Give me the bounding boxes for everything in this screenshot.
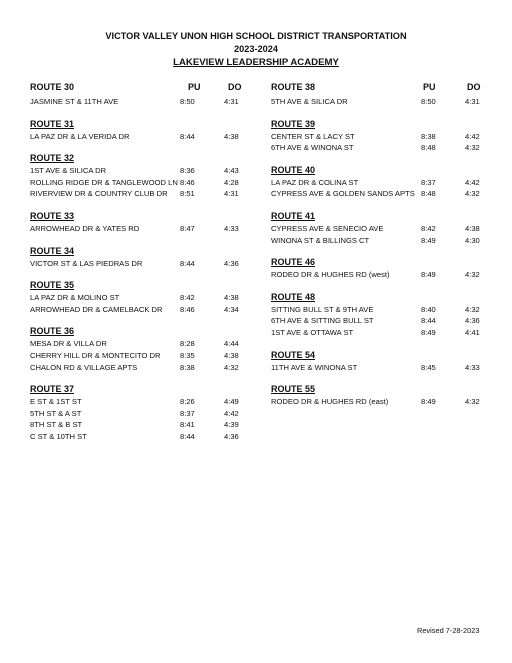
stop-location: WINONA ST & BILLINGS CT xyxy=(271,235,370,245)
pickup-time: 8:49 xyxy=(421,235,436,245)
route-header-row xyxy=(271,82,486,96)
stop-row xyxy=(30,419,258,431)
route-block xyxy=(271,291,486,339)
dropoff-time: 4:42 xyxy=(465,177,480,187)
stop-location: CENTER ST & LACY ST xyxy=(271,131,355,141)
stop-location: RODEO DR & HUGHES RD (east) xyxy=(271,397,389,407)
dropoff-time: 4:39 xyxy=(224,420,239,430)
route-block xyxy=(271,82,486,108)
stop-location: RIVERVIEW DR & COUNTRY CLUB DR xyxy=(30,189,168,199)
dropoff-time: 4:34 xyxy=(224,304,239,314)
dropoff-time: 4:30 xyxy=(465,235,480,245)
pickup-time: 8:50 xyxy=(180,97,195,106)
stop-location: ARROWHEAD DR & CAMELBACK DR xyxy=(30,304,163,314)
route-title: ROUTE 48 xyxy=(271,291,316,302)
route-block xyxy=(271,210,486,246)
pickup-time: 8:42 xyxy=(421,223,436,233)
dropoff-time: 4:31 xyxy=(224,97,239,106)
stop-location: RODEO DR & HUGHES RD (west) xyxy=(271,270,390,280)
pickup-time: 8:49 xyxy=(421,327,436,337)
pickup-time: 8:44 xyxy=(180,258,195,268)
pickup-time: 8:36 xyxy=(180,166,195,176)
left-column xyxy=(30,82,258,443)
route-block xyxy=(30,152,258,200)
pickup-time: 8:40 xyxy=(421,304,436,314)
pickup-time: 8:44 xyxy=(180,431,195,441)
stop-row xyxy=(271,396,486,408)
stop-location: JASMINE ST & 11TH AVE xyxy=(30,97,119,106)
dropoff-time: 4:38 xyxy=(224,350,239,360)
stop-location: C ST & 10TH ST xyxy=(30,431,87,441)
route-block xyxy=(271,256,486,281)
stop-row xyxy=(271,304,486,316)
route-block xyxy=(30,383,258,442)
pickup-time: 8:42 xyxy=(180,293,195,303)
dropoff-time: 4:41 xyxy=(465,327,480,337)
pickup-time: 8:37 xyxy=(421,177,436,187)
stop-row xyxy=(30,431,258,443)
route-block xyxy=(30,118,258,143)
stop-location: LA PAZ DR & COLINA ST xyxy=(271,177,359,187)
stop-row xyxy=(30,188,258,200)
stop-location: VICTOR ST & LAS PIEDRAS DR xyxy=(30,258,143,268)
route-block xyxy=(30,245,258,270)
stop-row xyxy=(30,292,258,304)
dropoff-time: 4:31 xyxy=(224,189,239,199)
stop-row xyxy=(271,142,486,154)
do-column-header: DO xyxy=(467,82,481,92)
stop-location: LA PAZ DR & LA VERIDA DR xyxy=(30,131,130,141)
route-title: ROUTE 55 xyxy=(271,384,316,395)
stop-location: LA PAZ DR & MOLINO ST xyxy=(30,293,120,303)
pickup-time: 8:26 xyxy=(180,397,195,407)
dropoff-time: 4:33 xyxy=(465,362,480,372)
dropoff-time: 4:32 xyxy=(465,143,480,153)
document-title: VICTOR VALLEY UNON HIGH SCHOOL DISTRICT TRANSPORTATION xyxy=(105,31,407,41)
right-column xyxy=(271,82,486,408)
route-block xyxy=(271,118,486,154)
route-title: ROUTE 31 xyxy=(30,118,75,129)
route-title: ROUTE 36 xyxy=(30,326,75,337)
dropoff-time: 4:32 xyxy=(465,189,480,199)
stop-location: 6TH AVE & WINONA ST xyxy=(271,143,354,153)
dropoff-time: 4:42 xyxy=(224,408,239,418)
school-name: LAKEVIEW LEADERSHIP ACADEMY xyxy=(173,57,339,68)
stop-row xyxy=(271,177,486,189)
dropoff-time: 4:32 xyxy=(465,304,480,314)
route-block xyxy=(30,279,258,315)
route-title: ROUTE 33 xyxy=(30,210,75,221)
route-block xyxy=(30,82,258,108)
stop-location: 5TH AVE & SILICA DR xyxy=(271,97,348,106)
pickup-time: 8:38 xyxy=(180,362,195,372)
dropoff-time: 4:32 xyxy=(465,397,480,407)
pickup-time: 8:35 xyxy=(180,350,195,360)
stop-row xyxy=(271,131,486,143)
stop-location: 8TH ST & B ST xyxy=(30,420,83,430)
stop-location: 1ST AVE & SILICA DR xyxy=(30,166,107,176)
stop-row xyxy=(30,362,258,374)
route-block xyxy=(271,164,486,200)
pickup-time: 8:51 xyxy=(180,189,195,199)
stop-row xyxy=(30,408,258,420)
stop-row xyxy=(271,223,486,235)
route-title: ROUTE 30 xyxy=(30,82,75,92)
school-year: 2023-2024 xyxy=(234,44,278,54)
stop-row xyxy=(271,315,486,327)
do-column-header: DO xyxy=(228,82,242,92)
dropoff-time: 4:36 xyxy=(465,316,480,326)
route-title: ROUTE 39 xyxy=(271,118,316,129)
pickup-time: 8:28 xyxy=(180,339,195,349)
stop-row xyxy=(30,338,258,350)
stop-row xyxy=(271,235,486,247)
stop-location: E ST & 1ST ST xyxy=(30,397,82,407)
route-title: ROUTE 34 xyxy=(30,245,75,256)
route-block xyxy=(30,210,258,235)
stop-row xyxy=(30,304,258,316)
stop-row xyxy=(271,327,486,339)
stop-location: 1ST AVE & OTTAWA ST xyxy=(271,327,354,337)
stop-location: CHERRY HILL DR & MONTECITO DR xyxy=(30,350,161,360)
dropoff-time: 4:49 xyxy=(224,397,239,407)
route-title: ROUTE 46 xyxy=(271,257,316,268)
pickup-time: 8:37 xyxy=(180,408,195,418)
pickup-time: 8:48 xyxy=(421,143,436,153)
stop-row xyxy=(30,131,258,143)
route-title: ROUTE 32 xyxy=(30,153,75,164)
pickup-time: 8:47 xyxy=(180,223,195,233)
revised-date: Revised 7-28-2023 xyxy=(417,626,480,635)
dropoff-time: 4:28 xyxy=(224,177,239,187)
stop-row xyxy=(30,350,258,362)
stop-row xyxy=(271,96,486,108)
pickup-time: 8:44 xyxy=(180,131,195,141)
route-title: ROUTE 35 xyxy=(30,280,75,291)
dropoff-time: 4:32 xyxy=(224,362,239,372)
dropoff-time: 4:38 xyxy=(224,131,239,141)
pickup-time: 8:50 xyxy=(421,97,436,106)
stop-location: SITTING BULL ST & 9TH AVE xyxy=(271,304,374,314)
dropoff-time: 4:33 xyxy=(224,223,239,233)
stop-location: 11TH AVE & WINONA ST xyxy=(271,362,358,372)
stop-row xyxy=(271,269,486,281)
stop-row xyxy=(30,177,258,189)
dropoff-time: 4:38 xyxy=(224,293,239,303)
stop-location: MESA DR & VILLA DR xyxy=(30,339,107,349)
route-block xyxy=(271,383,486,408)
stop-row xyxy=(30,96,258,108)
route-title: ROUTE 37 xyxy=(30,384,75,395)
stop-location: ARROWHEAD DR & YATES RD xyxy=(30,223,140,233)
stop-row xyxy=(30,396,258,408)
route-header-row xyxy=(30,82,258,96)
pickup-time: 8:49 xyxy=(421,397,436,407)
stop-location: 6TH AVE & SITTING BULL ST xyxy=(271,316,374,326)
stop-location: CHALON RD & VILLAGE APTS xyxy=(30,362,138,372)
route-block xyxy=(30,325,258,373)
pickup-time: 8:45 xyxy=(421,362,436,372)
stop-row xyxy=(271,362,486,374)
pickup-time: 8:46 xyxy=(180,177,195,187)
dropoff-time: 4:44 xyxy=(224,339,239,349)
stop-location: 5TH ST & A ST xyxy=(30,408,82,418)
stop-location: ROLLING RIDGE DR & TANGLEWOOD LN xyxy=(30,177,178,187)
stop-row xyxy=(30,223,258,235)
pickup-time: 8:38 xyxy=(421,131,436,141)
pickup-time: 8:41 xyxy=(180,420,195,430)
dropoff-time: 4:42 xyxy=(465,131,480,141)
stop-row xyxy=(271,188,486,200)
dropoff-time: 4:36 xyxy=(224,258,239,268)
pu-column-header: PU xyxy=(188,82,201,92)
pickup-time: 8:44 xyxy=(421,316,436,326)
stop-location: CYPRESS AVE & GOLDEN SANDS APTS xyxy=(271,189,415,199)
stop-row xyxy=(30,258,258,270)
route-title: ROUTE 40 xyxy=(271,164,316,175)
dropoff-time: 4:32 xyxy=(465,270,480,280)
pu-column-header: PU xyxy=(423,82,436,92)
pickup-time: 8:49 xyxy=(421,270,436,280)
route-title: ROUTE 38 xyxy=(271,82,316,92)
route-title: ROUTE 54 xyxy=(271,349,316,360)
pickup-time: 8:48 xyxy=(421,189,436,199)
stop-row xyxy=(30,165,258,177)
dropoff-time: 4:31 xyxy=(465,97,480,106)
pickup-time: 8:46 xyxy=(180,304,195,314)
route-block xyxy=(271,349,486,374)
route-title: ROUTE 41 xyxy=(271,210,316,221)
stop-location: CYPRESS AVE & SENECIO AVE xyxy=(271,223,384,233)
dropoff-time: 4:38 xyxy=(465,223,480,233)
dropoff-time: 4:36 xyxy=(224,431,239,441)
dropoff-time: 4:43 xyxy=(224,166,239,176)
